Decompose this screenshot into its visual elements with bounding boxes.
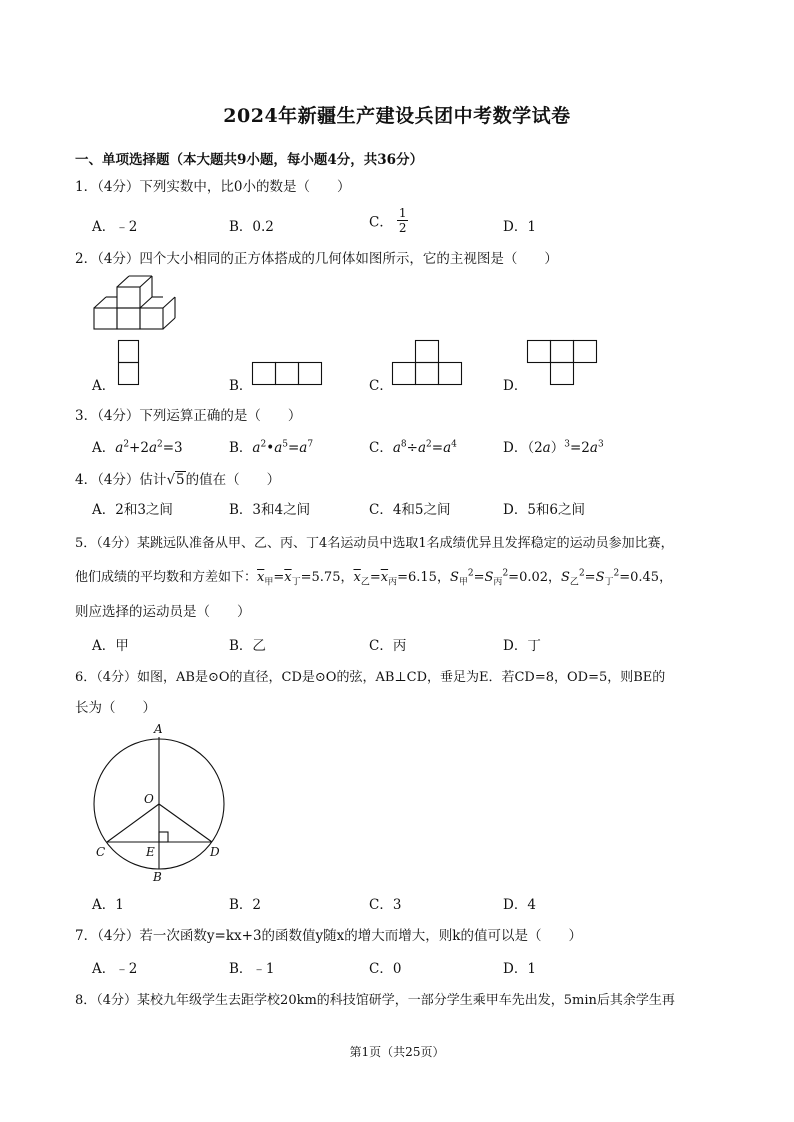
label-e: E [146, 845, 155, 859]
q4-option-b: B．3和4之间 [229, 502, 311, 518]
q4-option-c: C．4和5之间 [369, 502, 451, 518]
q2-option-b: B． [229, 378, 253, 394]
question-3-stem: 3．（4分）下列运算正确的是（ ） [75, 408, 302, 424]
q1-option-b: B．0.2 [229, 219, 274, 235]
fraction-one-half: $\frac{1}{2}$ [398, 206, 407, 235]
question-1-stem: 1．（4分）下列实数中，比0小的数是（ ） [75, 179, 351, 195]
q6-option-a: A．1 [92, 897, 124, 913]
q5-option-d: D．丁 [503, 638, 541, 654]
question-2-stem: 2．（4分）四个大小相同的正方体搭成的几何体如图所示，它的主视图是（ ） [75, 251, 558, 267]
page-footer: 第1页（共25页） [349, 1045, 445, 1059]
q3-option-b: B．$a^2•a^5=a^7$ [229, 439, 314, 456]
section-header: 一、单项选择题（本大题共9小题，每小题4分，共36分） [75, 152, 424, 168]
q1-option-c: C． $\frac{1}{2}$ [369, 206, 407, 235]
question-6-line2: 长为（ ） [75, 700, 156, 716]
q4-option-a: A．2和3之间 [92, 502, 173, 518]
q2-option-c: C． [369, 378, 393, 394]
q3-option-a: A．$a^2+2a^2=3$ [92, 439, 183, 456]
question-4-stem: 4．（4分）估计√5的值在（ ） [75, 472, 281, 488]
q7-option-c: C．0 [369, 961, 402, 977]
label-a: A [154, 722, 163, 736]
q6-option-b: B．2 [229, 897, 262, 913]
q5-option-b: B．乙 [229, 638, 266, 654]
question-5-line1: 5．（4分）某跳远队准备从甲、乙、丙、丁4名运动员中选取1名成绩优异且发挥稳定的运动员参加比赛， [75, 536, 674, 551]
q6-option-d: D．4 [503, 897, 536, 913]
q6-option-c: C．3 [369, 897, 402, 913]
question-6-line1: 6．（4分）如图，AB是⊙O的直径，CD是⊙O的弦，AB⊥CD，垂足为E．若CD=8，OD=5，则BE的 [75, 670, 666, 685]
question-5-line3: 则应选择的运动员是（ ） [75, 604, 251, 620]
q5-option-c: C．丙 [369, 638, 407, 654]
q7-option-b: B．﹣1 [229, 961, 275, 977]
q3-option-c: C．$a^8\div a^2=a^4$ [369, 439, 457, 456]
question-7-stem: 7．（4分）若一次函数y=kx+3的函数值y随x的增大而增大，则k的值可以是（ ） [75, 928, 582, 944]
q1-option-a: A．﹣2 [92, 219, 138, 235]
q5-option-a: A．甲 [92, 638, 129, 654]
q1-option-d: D．1 [503, 219, 536, 235]
label-o: O [144, 792, 154, 806]
label-c: C [96, 845, 106, 859]
q7-option-d: D．1 [503, 961, 536, 977]
page-title: 2024年新疆生产建设兵团中考数学试卷 [223, 105, 571, 127]
q7-option-a: A．﹣2 [92, 961, 138, 977]
q2-option-a: A． [92, 378, 116, 394]
question-5-line2: 他们成绩的平均数和方差如下：$\overline{x}_甲=\overline{x}_丁=5.75$，$\overline{x}_乙=\overline{x}_丙=6.15$，$S_甲^2=S_丙^2=0.02$，$S_乙^2=S_丁^2=0.45$， [75, 568, 673, 588]
q3-option-d: D．$(2a)^3=2a^3$ [503, 439, 604, 456]
question-8-stem: 8．（4分）某校九年级学生去距学校20km的科技馆研学，一部分学生乘甲车先出发，5min后其余学生再 [75, 993, 675, 1008]
label-b: B [153, 870, 162, 884]
q2-option-d: D． [503, 378, 528, 394]
label-d: D [210, 845, 220, 859]
q4-option-d: D．5和6之间 [503, 502, 586, 518]
